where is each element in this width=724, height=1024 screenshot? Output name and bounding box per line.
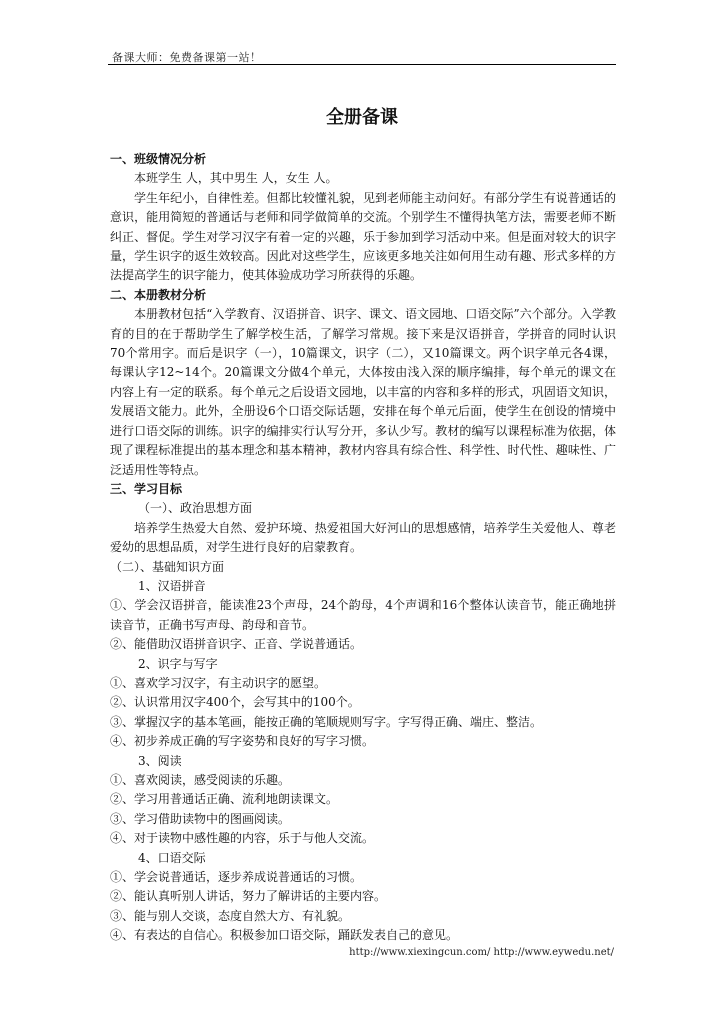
list-item: ③、能与别人交谈，态度自然大方、有礼貌。 — [110, 908, 351, 923]
subheading-political: （一）、政治思想方面 — [138, 501, 253, 516]
list-item: ②、认识常用汉字400个，会写其中的100个。 — [110, 695, 360, 710]
list-item: ③、掌握汉字的基本笔画，能按正确的笔顺规则写字。字写得正确、端庄、整洁。 — [110, 714, 543, 729]
list-item: ④、对于读物中感性趣的内容，乐于与他人交流。 — [110, 831, 375, 846]
page-header: 备课大师：免费备课第一站！ — [112, 51, 262, 64]
list-item: ④、有表达的自信心。积极参加口语交际，踊跃发表自己的意见。 — [110, 928, 459, 943]
page-title: 全册备课 — [326, 107, 398, 128]
section-heading-textbook-analysis: 二、本册教材分析 — [110, 287, 207, 302]
list-item: ④、初步养成正确的写字姿势和良好的写字习惯。 — [110, 734, 375, 749]
class-analysis-paragraph: 学生年纪小，自律性差。但都比较懂礼貌，见到老师能主动问好。有部分学生有说普通话的意识，能用简短的普通话与老师和同学做简单的交流。个别学生不懂得执笔方法，需要老师不断纠正、督促。学生对学习汉字有着一定的兴趣，乐于参加到学习活动中来。但是面对较大的识字量，学生识字的返生效较高。因此对这些学生，应该更多地关注如何用生动有趣、形式多样的方法提高学生的识字能力，使其体验成功学习所获得的乐趣。 — [110, 190, 616, 283]
list-item: ③、学习借助读物中的图画阅读。 — [110, 811, 291, 826]
shizi-title: 2、识字与写字 — [138, 656, 218, 671]
list-item: ②、能认真听别人讲话，努力了解讲话的主要内容。 — [110, 889, 387, 904]
document-body — [110, 150, 616, 946]
list-item: ①、学会说普通话，逐步养成说普通话的习惯。 — [110, 870, 363, 885]
subheading-basic-knowledge: （二）、基础知识方面 — [110, 559, 225, 574]
list-item: ①、喜欢阅读，感受阅读的乐趣。 — [110, 773, 291, 787]
section-heading-learning-goals: 三、学习目标 — [110, 481, 183, 496]
textbook-analysis-paragraph: 本册教材包括“入学教育、汉语拼音、识字、课文、语文园地、口语交际”六个部分。入学教育的目的在于帮助学生了解学校生活，了解学习常规。接下来是汉语拼音，学拼音的同时认识70个常用字。而后是识字（一），10篇课文，识字（二），又10篇课文。两个识字单元各4课，每课认字12~14个。20篇课文分做4个单元，大体按由浅入深的顺序编排，每个单元的课文在内容上有一定的联系。每个单元之后设语文园地，以丰富的内容和多样的形式，巩固语文知识，发展语文能力。此外，全册设6个口语交际话题，安排在每个单元后面，使学生在创设的情境中进行口语交际的训练。识字的编排实行认写分开，多认少写。教材的编写以课程标准为依据，体现了课程标准提出的基本理念和基本精神，教材内容具有综合性、科学性、时代性、趣味性、广泛适用性等特点。 — [110, 307, 616, 477]
list-item: ①、学会汉语拼音，能读准23个声母，24个韵母，4个声调和16个整体认读音节，能正确地拼读音节，正确书写声母、韵母和音节。 — [110, 598, 616, 632]
kouyu-title: 4、口语交际 — [138, 850, 206, 865]
list-item: ①、喜欢学习汉字，有主动识字的愿望。 — [110, 675, 327, 690]
pinyin-title: 1、汉语拼音 — [138, 578, 206, 593]
political-paragraph: 培养学生热爱大自然、爱护环境、热爱祖国大好河山的思想感情，培养学生关爱他人、尊老爱幼的思想品质，对学生进行良好的启蒙教育。 — [110, 520, 616, 555]
header-divider — [108, 64, 616, 65]
page-footer-links[interactable]: http://www.xiexingcun.com/ http://www.eywedu.net/ — [349, 947, 614, 958]
section-heading-class-analysis: 一、班级情况分析 — [110, 152, 207, 166]
list-item: ②、学习用普通话正确、流利地朗读课文。 — [110, 792, 339, 807]
yuedu-title: 3、阅读 — [138, 753, 182, 768]
list-item: ②、能借助汉语拼音识字、正音、学说普通话。 — [110, 637, 363, 652]
class-count-line: 本班学生 人，其中男生 人，女生 人。 — [134, 171, 338, 186]
